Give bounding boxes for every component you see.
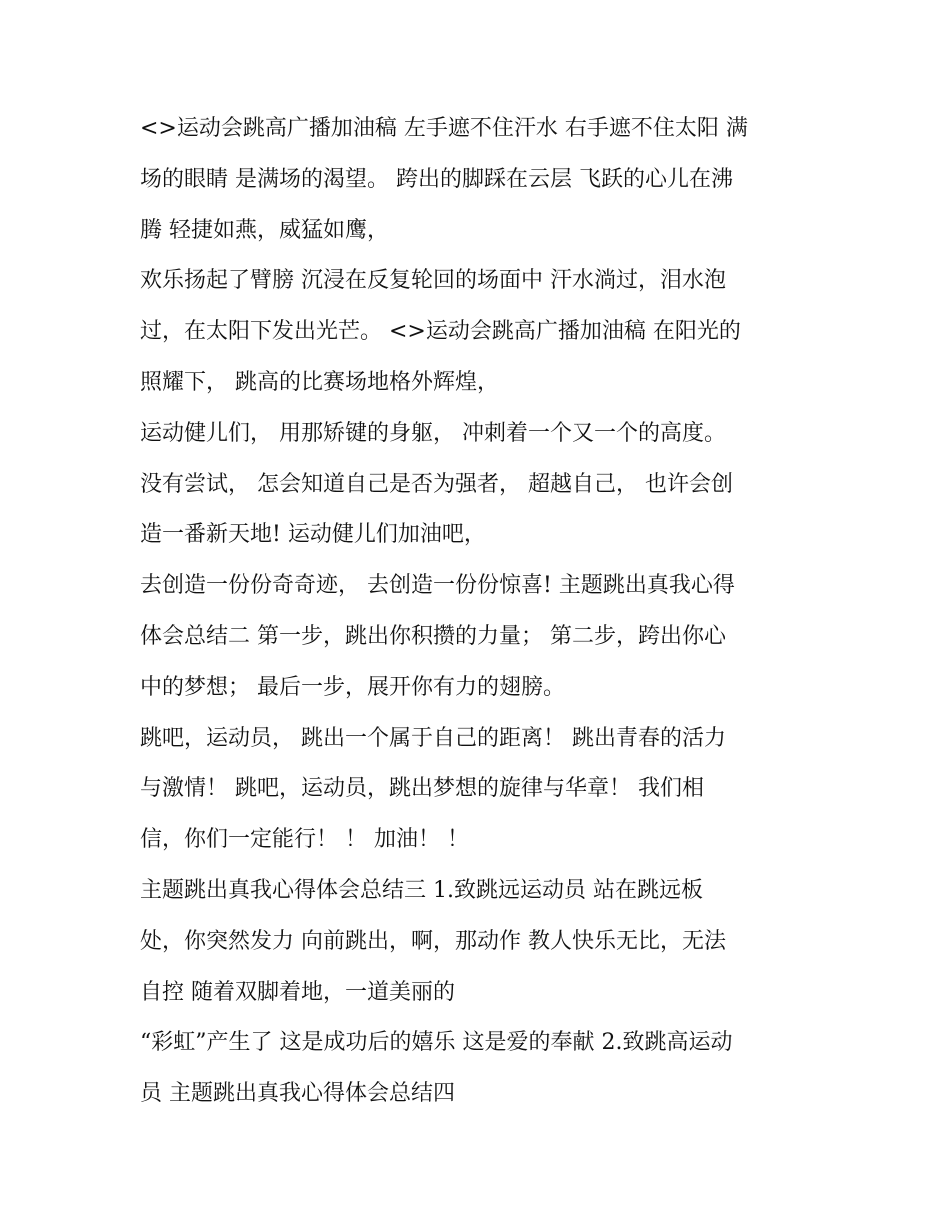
text-line: 欢乐扬起了臂膀 沉浸在反复轮回的场面中 汗水淌过，泪水泡 (140, 268, 726, 294)
text-line: 造一番新天地! 运动健儿们加油吧， (140, 522, 486, 548)
text-line: 与激情！ 跳吧，运动员，跳出梦想的旋律与华章！ 我们相 (140, 776, 704, 802)
text-line: 腾 轻捷如燕，威猛如鹰， (140, 217, 389, 243)
text-line: 主题跳出真我心得体会总结三 1.致跳远运动员 站在跳远板 (140, 877, 703, 903)
text-line: 去创造一份份奇奇迹， 去创造一份份惊喜! 主题跳出真我心得 (140, 573, 735, 599)
text-line: 中的梦想； 最后一步，展开你有力的翅膀。 (140, 674, 565, 700)
text-line: 场的眼睛 是满场的渴望。 跨出的脚踩在云层 飞跃的心儿在沸 (140, 166, 733, 192)
text-line: 体会总结二 第一步，跳出你积攒的力量； 第二步，跨出你心 (140, 623, 726, 649)
text-line: 处，你突然发力 向前跳出，啊，那动作 教人快乐无比，无法 (140, 928, 726, 954)
text-line: “彩虹”产生了 这是成功后的嬉乐 这是爱的奉献 2.致跳高运动 (140, 1030, 733, 1056)
text-line: 运动健儿们， 用那矫键的身躯， 冲刺着一个又一个的高度。 (140, 420, 726, 446)
text-line: 没有尝试， 怎会知道自己是否为强者， 超越自己， 也许会创 (140, 471, 733, 497)
document-body (140, 104, 820, 1120)
text-line: 员 主题跳出真我心得体会总结四 (140, 1081, 455, 1107)
text-line: 照耀下， 跳高的比赛场地格外辉煌， (140, 369, 499, 395)
text-line: <>运动会跳高广播加油稿 左手遮不住汗水 右手遮不住太阳 满 (140, 116, 748, 141)
text-line: 过，在太阳下发出光芒。 <>运动会跳高广播加油稿 在阳光的 (140, 319, 741, 345)
text-line: 信，你们一定能行！ ！ 加油！ ！ (140, 827, 469, 853)
text-line: 自控 随着双脚着地，一道美丽的 (140, 979, 455, 1005)
text-line: 跳吧，运动员， 跳出一个属于自己的距离！ 跳出青春的活力 (140, 725, 726, 751)
